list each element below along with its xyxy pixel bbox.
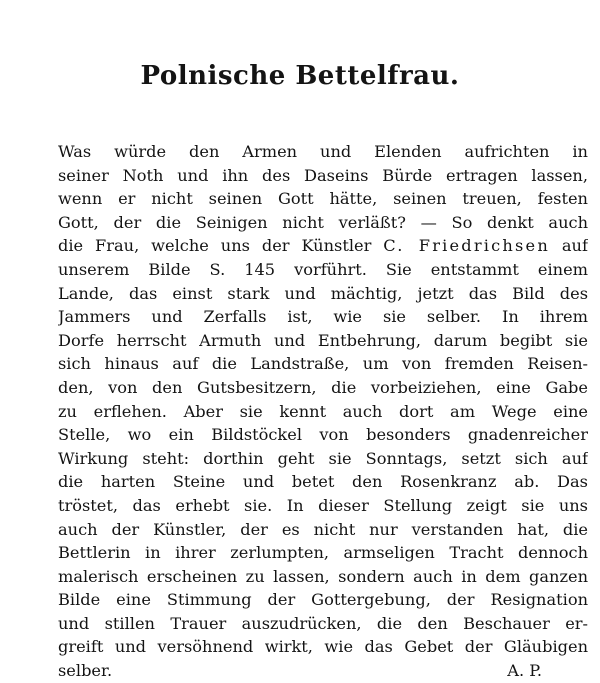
text-line: Gott, der die Seinigen nicht verläßt? — So denkt auch <box>58 212 588 232</box>
text-line-final <box>58 659 588 683</box>
text-segment: auf <box>561 236 588 256</box>
text-line: greift und versöhnend wirkt, wie das Gebet der Gläubigen <box>58 637 588 657</box>
text-line: seiner Noth und ihn des Daseins Bürde ertragen lassen, <box>58 165 588 185</box>
text-line: malerisch erscheinen zu lassen, sondern auch in dem ganzen <box>58 566 588 586</box>
text-line: die harten Steine und betet den Rosenkranz ab. Das <box>58 472 588 492</box>
text-line-artist <box>58 234 588 258</box>
text-line: Stelle, wo ein Bildstöckel von besonders gnadenreicher <box>58 425 588 445</box>
text-line: Bilde eine Stimmung der Gottergebung, der Resignation <box>58 590 588 610</box>
text-line: Dorfe herrscht Armuth und Entbehrung, darum begibt sie <box>58 330 588 350</box>
text-line: Wirkung steht: dorthin geht sie Sonntags, setzt sich auf <box>58 448 588 468</box>
text-line: Lande, das einst stark und mächtig, jetzt das Bild des <box>58 283 588 303</box>
article-title: Polnische Bettelfrau. <box>140 61 460 91</box>
text-line: auch der Künstler, der es nicht nur verstanden hat, die <box>58 519 588 539</box>
artist-name: C. Friedrichsen <box>383 236 550 256</box>
text-line: Was würde den Armen und Elenden aufrichten in <box>58 142 588 161</box>
text-line: den, von den Gutsbesitzern, die vorbeiziehen, eine Gabe <box>58 377 588 397</box>
article-body <box>58 140 588 683</box>
text-line: sich hinaus auf die Landstraße, um von fremden Reisen- <box>58 354 588 374</box>
text-line: unserem Bilde S. 145 vorführt. Sie entstammt einem <box>58 259 588 279</box>
text-line: zu erflehen. Aber sie kennt auch dort am Wege eine <box>58 401 588 421</box>
author-signature: A. P. <box>507 661 542 681</box>
text-line: tröstet, das erhebt sie. In dieser Stellung zeigt sie uns <box>58 495 588 515</box>
text-line: Bettlerin in ihrer zerlumpten, armseligen Tracht dennoch <box>58 543 588 563</box>
text-line: und stillen Trauer auszudrücken, die den Beschauer er- <box>58 613 588 633</box>
text-line: wenn er nicht seinen Gott hätte, seinen treuen, festen <box>58 189 588 209</box>
text-segment: die Frau, welche uns der Künstler <box>58 236 372 256</box>
text-line: Jammers und Zerfalls ist, wie sie selber. In ihrem <box>58 307 588 327</box>
text-segment: selber. <box>58 661 113 681</box>
